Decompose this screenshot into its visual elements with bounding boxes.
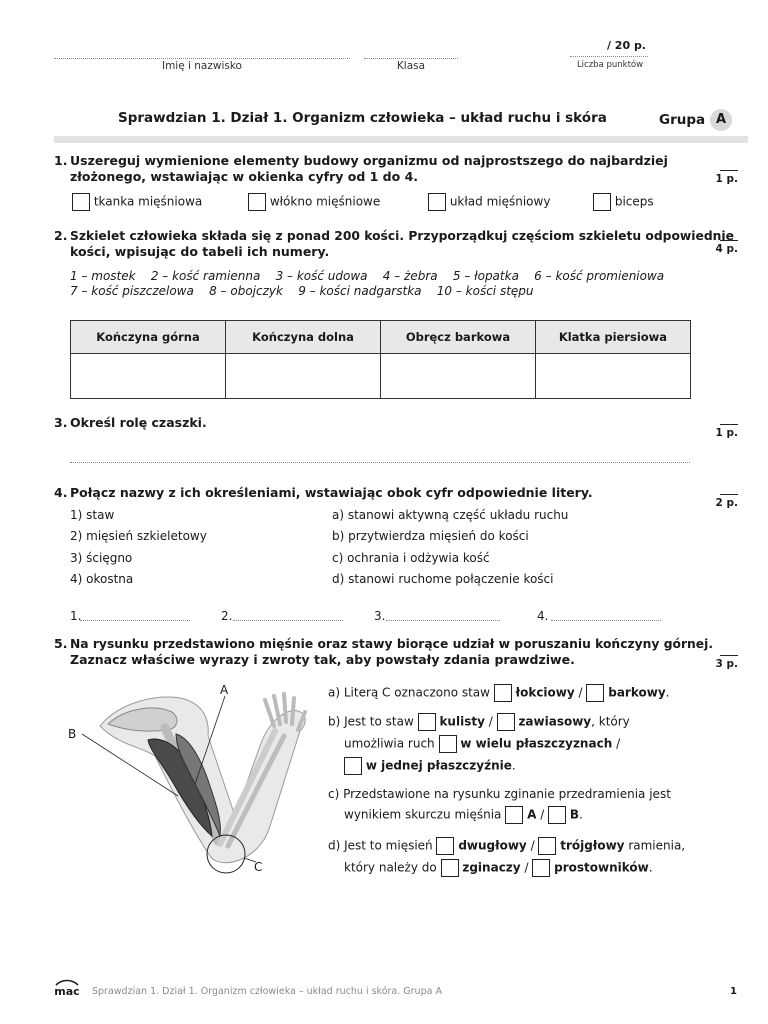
- q5-d-sep: /: [530, 838, 535, 853]
- q5-b-mid: , który: [591, 714, 630, 729]
- logo-text: mac: [54, 985, 80, 998]
- q1-text-2: złożonego, wstawiając w okienka cyfry od 1 do 4.: [70, 169, 419, 184]
- q3-number: 3.: [54, 415, 68, 430]
- q2-cell-3[interactable]: [381, 354, 536, 399]
- q5-d-box-2[interactable]: [538, 837, 556, 855]
- publisher-logo: [52, 978, 82, 1000]
- q5-c-end: .: [579, 807, 583, 822]
- points-label: Liczba punktów: [576, 60, 644, 70]
- q5-b-box-4[interactable]: [344, 757, 362, 775]
- q5-d-sep2: /: [524, 860, 529, 875]
- q5-d-opt-4: prostowników: [554, 860, 649, 875]
- q5-b-line2: [344, 735, 620, 753]
- q2-header-2: Kończyna dolna: [226, 321, 381, 354]
- q4-answer-label-3: 3.: [374, 609, 386, 623]
- q4-left-3: 3) ścięgno: [70, 551, 133, 565]
- arm-label-c: C: [254, 860, 263, 874]
- q5-b-end: .: [511, 758, 516, 773]
- q1-points: 1 p.: [702, 170, 738, 185]
- q4-right-a: a) stanowi aktywną część układu ruchu: [332, 508, 569, 522]
- q1-number: 1.: [54, 153, 68, 168]
- q5-b-prefix: b) Jest to staw: [328, 714, 414, 729]
- q5-d-opt-1: dwugłowy: [458, 838, 527, 853]
- q5-d-box-1[interactable]: [436, 837, 454, 855]
- q4-text: Połącz nazwy z ich określeniami, wstawiając obok cyfr odpowiednie litery.: [70, 485, 593, 500]
- points-total: / 20 p.: [606, 39, 646, 52]
- q4-right-d: d) stanowi ruchome połączenie kości: [332, 572, 554, 586]
- q4-points: 2 p.: [702, 494, 738, 509]
- q5-c-box-2[interactable]: [548, 806, 566, 824]
- q5-b-opt-1: kulisty: [439, 714, 485, 729]
- q5-b-sep: /: [488, 714, 493, 729]
- q5-text-1: Na rysunku przedstawiono mięśnie oraz stawy biorące udział w poruszaniu kończyny górnej.: [70, 637, 713, 651]
- q5-b-opt-2: zawiasowy: [518, 714, 592, 729]
- q4-right-b: b) przytwierdza mięsień do kości: [332, 529, 529, 543]
- q5-c-line1: c) Przedstawione na rysunku zginanie przedramienia jest: [328, 787, 671, 801]
- q5-a-opt-2: barkowy: [608, 685, 666, 700]
- footer-text: Sprawdzian 1. Dział 1. Organizm człowieka – układ ruchu i skóra. Grupa A: [92, 986, 442, 997]
- q4-answer-2[interactable]: [233, 610, 343, 621]
- group-letter: A: [710, 109, 732, 131]
- q2-cell-2[interactable]: [226, 354, 381, 399]
- q3-points: 1 p.: [702, 424, 738, 439]
- q2-number: 2.: [54, 228, 68, 243]
- q5-a: [328, 684, 669, 702]
- q4-left-1: 1) staw: [70, 508, 115, 522]
- q2-header-1: Kończyna górna: [71, 321, 226, 354]
- arm-illustration: [60, 676, 320, 876]
- q1-option-1: tkanka mięśniowa: [93, 194, 203, 209]
- q1-option-2: włókno mięśniowe: [269, 194, 381, 209]
- q4-left-2: 2) mięsień szkieletowy: [70, 529, 207, 543]
- page-title: Sprawdzian 1. Dział 1. Organizm człowieka – układ ruchu i skóra: [118, 110, 607, 126]
- q5-b-box-2[interactable]: [497, 713, 515, 731]
- name-label: Imię i nazwisko: [161, 60, 242, 72]
- q5-d-line2-text: który należy do: [344, 860, 437, 875]
- q5-d-line2: [344, 859, 653, 877]
- q4-answer-label-4: 4.: [537, 609, 549, 623]
- q5-d-mid: ramienia,: [628, 838, 686, 853]
- q2-header-4: Klatka piersiowa: [535, 321, 690, 354]
- q2-header-3: Obręcz barkowa: [381, 321, 536, 354]
- q5-c-line2: [344, 806, 583, 824]
- q3-answer-line[interactable]: [70, 450, 690, 463]
- q5-a-box-1[interactable]: [494, 684, 512, 702]
- q5-d-end: .: [648, 860, 653, 875]
- q5-c-opt-1: A: [527, 807, 537, 822]
- q1-option-4: biceps: [614, 194, 654, 209]
- q5-d-prefix: d) Jest to mięsień: [328, 838, 433, 853]
- q5-d-opt-2: trójgłowy: [560, 838, 625, 853]
- q1-box-3[interactable]: [428, 193, 446, 211]
- q2-table: [70, 320, 691, 399]
- q2-text-1: Szkielet człowieka składa się z ponad 200 kości. Przyporządkuj częściom szkieletu odpowiednie: [70, 229, 734, 243]
- q5-c-box-1[interactable]: [505, 806, 523, 824]
- page-number: 1: [730, 986, 737, 997]
- q5-number: 5.: [54, 636, 68, 651]
- q5-b-line3: [344, 757, 516, 775]
- class-field[interactable]: [364, 46, 458, 59]
- q5-points: 3 p.: [702, 655, 738, 670]
- q5-b-opt-4: w jednej płaszczyźnie: [365, 758, 512, 773]
- q4-answer-1[interactable]: [80, 610, 190, 621]
- q5-c-line2-text: wynikiem skurczu mięśnia: [344, 807, 502, 822]
- name-field[interactable]: [54, 46, 350, 59]
- q5-d-box-3[interactable]: [441, 859, 459, 877]
- q4-right-c: c) ochrania i odżywia kość: [332, 551, 490, 565]
- q1-box-4[interactable]: [593, 193, 611, 211]
- q4-number: 4.: [54, 485, 68, 500]
- q2-cell-4[interactable]: [535, 354, 690, 399]
- arm-label-a: A: [220, 683, 229, 697]
- q5-d-line1: [328, 837, 685, 855]
- q5-b-line2-text: umożliwia ruch: [344, 736, 435, 751]
- q4-answer-3[interactable]: [386, 610, 500, 621]
- q5-a-prefix: a) Literą C oznaczono staw: [328, 685, 490, 700]
- q5-b-line1: [328, 713, 630, 731]
- q4-answer-4[interactable]: [551, 610, 661, 621]
- group-label: Grupa: [659, 112, 706, 128]
- q5-d-opt-3: zginaczy: [462, 860, 521, 875]
- q2-points: 4 p.: [702, 240, 738, 255]
- q3-text: Określ rolę czaszki.: [70, 415, 207, 430]
- q5-a-opt-1: łokciowy: [515, 685, 575, 700]
- q1-option-3: układ mięśniowy: [449, 194, 551, 209]
- q1-box-2[interactable]: [248, 193, 266, 211]
- q4-answer-label-1: 1.: [70, 609, 82, 623]
- q1-text-1: Uszereguj wymienione elementy budowy organizmu od najprostszego do najbardziej: [70, 153, 668, 168]
- q4-answer-label-2: 2.: [221, 609, 233, 623]
- arm-label-b: B: [68, 727, 77, 741]
- q2-bone-list-1: 1 – mostek 2 – kość ramienna 3 – kość udowa 4 – żebra 5 – łopatka 6 – kość promieniowa: [70, 269, 665, 283]
- q5-a-sep: /: [578, 685, 583, 700]
- q1-options: [72, 193, 692, 213]
- q5-b-box-3[interactable]: [439, 735, 457, 753]
- q4-left-4: 4) okostna: [70, 572, 134, 586]
- q5-b-opt-3: w wielu płaszczyznach: [460, 736, 613, 751]
- q2-text-2: kości, wpisując do tabeli ich numery.: [70, 244, 330, 259]
- q5-b-box-1[interactable]: [418, 713, 436, 731]
- q1-box-1[interactable]: [72, 193, 90, 211]
- q5-d-box-4[interactable]: [532, 859, 550, 877]
- q5-c-opt-2: B: [569, 807, 580, 822]
- q5-a-end: .: [665, 685, 670, 700]
- q5-c-sep: /: [540, 807, 545, 822]
- q5-text-2: Zaznacz właściwe wyrazy i zwroty tak, aby powstały zdania prawdziwe.: [70, 652, 575, 667]
- q2-cell-1[interactable]: [71, 354, 226, 399]
- class-label: Klasa: [396, 60, 426, 72]
- title-divider: [54, 136, 748, 143]
- q2-bone-list-2: 7 – kość piszczelowa 8 – obojczyk 9 – kości nadgarstka 10 – kości stępu: [70, 284, 534, 298]
- q5-a-box-2[interactable]: [586, 684, 604, 702]
- q5-b-sep2: /: [616, 736, 621, 751]
